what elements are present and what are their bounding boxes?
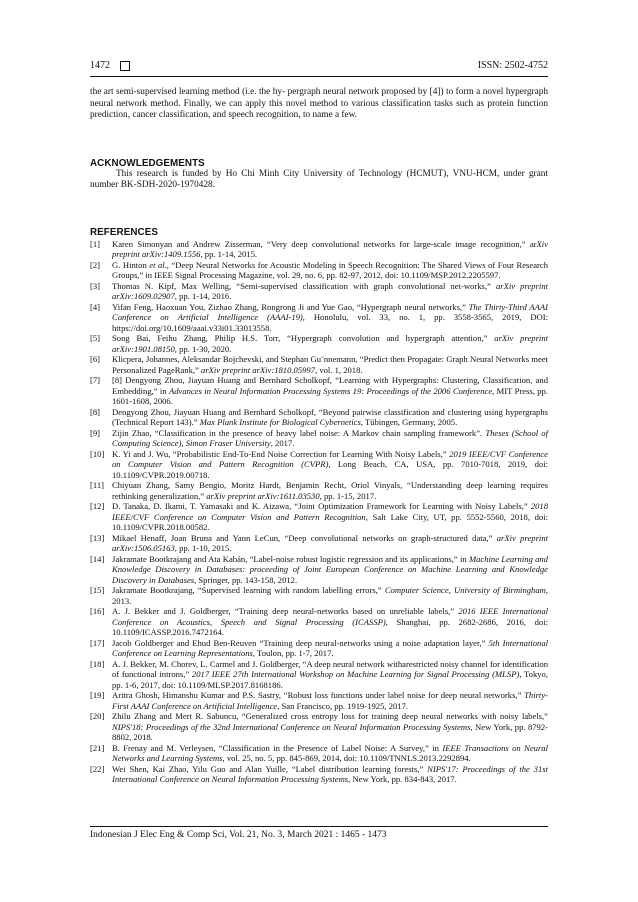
reference-authors-title: [8] Dengyong Zhou, Jiayuan Huang and Bernhard Scholkopf, “Learning with Hypergraphs: Clustering, Classification, and Embedding,” in xyxy=(112,375,548,396)
reference-venue: Advances in Neural Information Processing Systems 19: Proceedings of the 2006 Conference xyxy=(168,385,493,396)
page-footer: Indonesian J Elec Eng & Comp Sci, Vol. 21, No. 3, March 2021 : 1465 - 1473 xyxy=(90,830,387,840)
acknowledgements-text: This research is funded by Ho Chi Minh City University of Technology (HCMUT), VNU-HCM, under grant number BK-SDH-2020-1970428. xyxy=(90,168,548,191)
reference-number: [15] xyxy=(90,585,105,596)
reference-venue: arXiv preprint arXiv:1611.03530 xyxy=(206,490,320,501)
reference-details: , New York, pp. 8792-8802, 2018. xyxy=(112,721,549,743)
reference-item xyxy=(90,585,548,606)
reference-authors-title: D. Tanaka, D. Ikami, T. Yamasaki and K. Aizawa, “Joint Optimization Framework for Learning with Noisy Labels,” xyxy=(112,501,531,512)
reference-venue: 2018 IEEE/CVF Conference on Computer Vision and Pattern Recognition xyxy=(112,501,548,522)
reference-details: vol. 1, 2018. xyxy=(317,364,363,375)
reference-venue: 2016 IEEE International Conference on Acoustics, Speech and Signal Processing (ICASSP) xyxy=(112,606,549,627)
reference-venue: Computer Science, University of Birmingham xyxy=(384,585,546,596)
reference-authors-title: Song Bai, Feihu Zhang, Philip H.S. Torr, “Hypergraph convolution and hypergraph attention,” xyxy=(112,333,495,344)
reference-venue: et al xyxy=(149,259,165,270)
reference-text xyxy=(112,690,548,711)
reference-item xyxy=(90,501,548,533)
reference-item xyxy=(90,711,548,743)
reference-details: , MIT Press, pp. 1601-1608, 2006. xyxy=(112,385,548,407)
reference-text xyxy=(112,354,548,375)
reference-venue: IEEE Transactions on Neural Networks and Learning Systems xyxy=(112,742,548,764)
reference-details: , Honolulu, vol. 33, no. 1, pp. 3558-3565, 2019, DOI: https://doi.org/10.1609/aaai.v33i01.33013558. xyxy=(112,312,548,333)
reference-text xyxy=(112,711,548,743)
reference-authors-title: A. J. Bekker, M. Chorev, L. Carmel and J. Goldberger, “A deep neural network witharestricted noisy channel for identification of functional introns,” xyxy=(112,658,548,680)
reference-number: [8] xyxy=(90,406,101,417)
reference-details: , Tübingen, Germany, 2005. xyxy=(360,417,458,428)
reference-venue: Xiv preprint arXiv:1409.1556, xyxy=(112,238,548,260)
intro-paragraph: the art semi-supervised learning method (i.e. the hy- pergraph neural network proposed by [4]) to form a novel hypergraph neural network method. Finally, we can apply this novel method to various classification tasks such as protein function prediction, cancer classification, and speech recognition, to name a few. xyxy=(90,87,548,121)
reference-details: , Salt Lake City, UT, pp. 5552-5560, 2018, doi: 10.1109/CVPR.2018.00582. xyxy=(112,511,549,533)
reference-authors-title: Jakramate Bootkrajang, “Supervised learning with random labelling errors,” xyxy=(112,585,385,596)
reference-details: , Shanghai, pp. 2682-2686, 2016, doi: 10.1109/ICASSP.2016.7472164. xyxy=(112,616,548,638)
reference-details: , pp. 1-14, 2016. xyxy=(174,291,232,302)
reference-item xyxy=(90,428,548,449)
reference-details: , Tokyo, pp. 1-6, 2017, doi: 10.1109/MLSP.2017.8168186. xyxy=(112,669,548,690)
reference-authors-title: Karen Simonyan and Andrew Zisserman, “Very deep convolutional networks for large-scale image recognition,” ar xyxy=(112,238,537,249)
references-list xyxy=(90,239,548,785)
reference-number: [2] xyxy=(90,259,101,270)
reference-authors-title: Thomas N. Kipf, Max Welling, “Semi-supervised classification with graph convolutional net-works,” xyxy=(112,280,496,291)
reference-authors-title: Wei Shen, Kai Zhao, Yilu Guo and Alan Yuille, “Label distribution learning forests,” xyxy=(112,763,428,774)
reference-authors-title: A. J. Bekker and J. Goldberger, “Training deep neural-networks based on unreliable labels,” xyxy=(112,606,459,617)
reference-number: [6] xyxy=(90,354,101,365)
reference-authors-title: Dengyong Zhou, Jiayuan Huang and Bernhard Scholkopf, “Beyond pairwise classification and clustering using hypergraphs (Technical Report 143).” xyxy=(112,406,548,428)
reference-item xyxy=(90,375,548,407)
reference-details: , 2013. xyxy=(112,585,548,606)
reference-number: [14] xyxy=(90,553,105,564)
reference-text xyxy=(112,480,548,501)
reference-authors-title: Yifan Feng, Haoxuan You, Zizhao Zhang, Rongrong Ji and Yue Gao, “Hypergraph neural networks,” xyxy=(112,301,469,312)
reference-details: , Toulon, pp. 1-7, 2017. xyxy=(252,648,334,659)
reference-number: [3] xyxy=(90,280,101,291)
reference-item xyxy=(90,480,548,501)
reference-item xyxy=(90,239,548,260)
reference-venue: Thirty-First AAAI Conference on Artificial Intelligence xyxy=(112,690,548,711)
reference-authors-title: Klicpera, Johannes, Aleksandar Bojchevski, and Stephan Gu¨nnemann, “Predict then Propagate: Graph Neural Networks meet Personalized PageRank,” xyxy=(112,354,548,375)
reference-text xyxy=(112,764,548,785)
reference-venue: Max Plank Institute for Biological Cybernetics xyxy=(199,417,361,428)
reference-venue: arXiv preprint arXiv:1609.02907 xyxy=(112,280,549,302)
reference-venue: Machine Learning and Knowledge Discovery in Databases: proceeding of Joint European Conference on Machine Learning and Knowledge Discovery in Databases xyxy=(112,553,548,585)
reference-text xyxy=(112,659,548,691)
reference-text xyxy=(112,449,548,481)
reference-text xyxy=(112,407,548,428)
reference-number: [11] xyxy=(90,480,104,491)
reference-text xyxy=(112,375,548,407)
reference-number: [13] xyxy=(90,532,105,543)
reference-venue: arXiv preprint arXiv:1810.05997, xyxy=(201,364,318,375)
reference-details: , pp. 1-15, 2017. xyxy=(319,490,377,501)
reference-details: pp. 1-30, 2020. xyxy=(176,343,232,354)
reference-venue: 5th International Conference on Learning Representations xyxy=(112,637,549,659)
reference-venue: 2017 IEEE 27th International Workshop on Machine Learning for Signal Processing (MLSP) xyxy=(191,669,520,680)
reference-item xyxy=(90,354,548,375)
reference-venue: The Thirty-Third AAAI Conference on Artificial Intelligence (AAAI-19) xyxy=(112,301,548,323)
reference-venue: arXiv preprint arXiv:1901.08150, xyxy=(112,333,549,354)
reference-item xyxy=(90,638,548,659)
reference-item xyxy=(90,743,548,764)
reference-authors-title: G. Hinton xyxy=(112,259,150,270)
reference-text xyxy=(112,638,548,659)
page-number: 1472 xyxy=(90,60,110,71)
reference-text xyxy=(112,585,548,606)
reference-number: [5] xyxy=(90,333,101,344)
square-box-icon xyxy=(120,61,130,71)
reference-item xyxy=(90,606,548,638)
reference-authors-title: K. Yi and J. Wu, “Probabilistic End-To-End Noise Correction for Learning With Noisy Labels,” xyxy=(112,448,450,459)
reference-details: ., “Deep Neural Networks for Acoustic Modeling in Speech Recognition: The Shared Views of Four Research Groups,” in IEEE Signal Processing Magazine, vol. 29, no. 6, pp. 82-97, 2012, doi: 10.1109/MSP.2012.2205597. xyxy=(112,259,548,281)
reference-item xyxy=(90,407,548,428)
reference-authors-title: Mikael Henaff, Joan Bruna and Yann LeCun, “Deep convolutional networks on graph-structured data,” xyxy=(112,532,497,543)
reference-text xyxy=(112,260,548,281)
reference-number: [19] xyxy=(90,690,105,701)
reference-item xyxy=(90,333,548,354)
reference-number: [1] xyxy=(90,238,101,249)
reference-text xyxy=(112,533,548,554)
reference-details: , pp. 1-10, 2015. xyxy=(174,543,232,554)
reference-authors-title: Jakramate Bootkrajang and Ata Kabán, “Label-noise robust logistic regression and its applications,” in xyxy=(112,553,469,564)
reference-details: , Long Beach, CA, USA, pp. 7010-7018, 2019, doi: 10.1109/CVPR.2019.00718. xyxy=(112,459,548,480)
reference-details: , New York, pp. 834-843, 2017. xyxy=(348,774,457,785)
reference-number: [18] xyxy=(90,658,105,669)
reference-authors-title: B. Frenay and M. Verleysen, “Classification in the Presence of Label Noise: A Survey,” in xyxy=(112,742,443,753)
reference-number: [12] xyxy=(90,501,105,512)
reference-item xyxy=(90,554,548,586)
header-left xyxy=(90,60,130,71)
reference-number: [10] xyxy=(90,448,105,459)
reference-details: , 2017. xyxy=(270,438,295,449)
header-rule xyxy=(90,76,548,77)
reference-text xyxy=(112,743,548,764)
reference-number: [20] xyxy=(90,711,105,722)
reference-item xyxy=(90,764,548,785)
acknowledgements-heading: ACKNOWLEDGEMENTS xyxy=(90,157,205,169)
reference-text xyxy=(112,333,548,354)
reference-authors-title: Jacob Goldberger and Ehud Ben-Reuven “Training deep neural-networks using a noise adaptation layer,” xyxy=(112,637,489,648)
reference-number: [16] xyxy=(90,606,105,617)
reference-number: [21] xyxy=(90,742,105,753)
reference-text xyxy=(112,281,548,302)
reference-venue: arXiv preprint arXiv:1506.05163 xyxy=(112,532,549,554)
reference-authors-title: Zhilu Zhang and Mert R. Sabuncu, “Generalized cross entropy loss for training deep neural networks with noisy labels,” xyxy=(112,711,548,722)
reference-number: [4] xyxy=(90,301,101,312)
reference-venue: Theses (School of Computing Science), Simon Fraser University xyxy=(112,427,548,449)
reference-text xyxy=(112,428,548,449)
reference-number: [22] xyxy=(90,763,105,774)
reference-item xyxy=(90,659,548,691)
reference-text xyxy=(112,501,548,533)
reference-authors-title: Aritra Ghosh, Himanshu Kumar and P.S. Sastry, “Robust loss functions under label noise for deep neural networks,” xyxy=(112,690,525,701)
page-header xyxy=(90,60,548,71)
reference-text xyxy=(112,302,548,334)
reference-item xyxy=(90,281,548,302)
reference-venue: NIPS'18: Proceedings of the 32nd International Conference on Neural Information Processing Systems xyxy=(112,721,471,732)
reference-number: [17] xyxy=(90,637,105,648)
reference-item xyxy=(90,302,548,334)
issn-label: ISSN: 2502-4752 xyxy=(477,60,548,71)
reference-text xyxy=(112,554,548,586)
footer-rule xyxy=(90,826,548,827)
reference-venue: NIPS'17: Proceedings of the 31st International Conference on Neural Information Processing Systems xyxy=(112,763,548,785)
reference-number: [9] xyxy=(90,427,101,438)
reference-item xyxy=(90,533,548,554)
reference-details: , vol. 25, no. 5, pp. 845-869, 2014, doi: 10.1109/TNNLS.2013.2292894. xyxy=(222,753,471,764)
reference-item xyxy=(90,449,548,481)
references-heading: REFERENCES xyxy=(90,226,158,238)
reference-details: , San Francisco, pp. 1919-1925, 2017. xyxy=(277,700,409,711)
reference-details: pp. 1-14, 2015. xyxy=(202,249,258,260)
page-content xyxy=(90,87,548,785)
reference-item xyxy=(90,690,548,711)
reference-text xyxy=(112,606,548,638)
reference-details: , Springer, pp. 143-158, 2012. xyxy=(194,574,298,585)
reference-authors-title: Zijin Zhao, “Classification in the presence of heavy label noise: A Markov chain sampling framework”. xyxy=(112,427,486,438)
reference-authors-title: Chiyuan Zhang, Samy Bengio, Moritz Hardt, Benjamin Recht, Oriol Vinyals, “Understanding deep learning requires rethinking generalization,” xyxy=(112,480,548,501)
reference-number: [7] xyxy=(90,375,101,386)
reference-venue: 2019 IEEE/CVF Conference on Computer Vision and Pattern Recognition (CVPR) xyxy=(112,448,548,470)
reference-text xyxy=(112,239,548,260)
reference-item xyxy=(90,260,548,281)
